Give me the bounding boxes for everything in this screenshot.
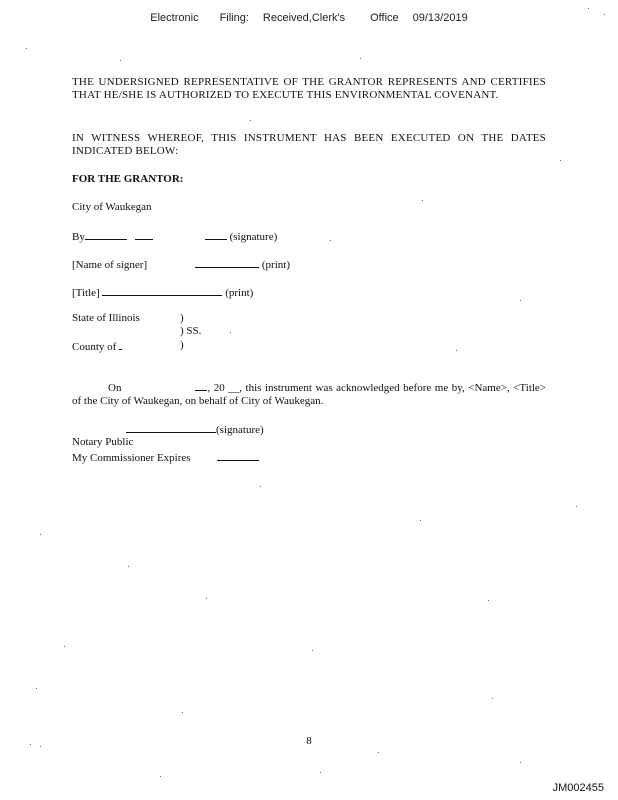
scan-speck: [560, 160, 561, 161]
page-number: 8: [306, 735, 312, 747]
notary-expires-blank: [217, 450, 259, 461]
signature-by-label: By: [72, 231, 85, 243]
scan-speck: [30, 744, 31, 745]
acknowledgment-text: , this instrument was acknowledged before me by, <Name>, <Title> of the City of Waukegan, on behalf of City of Waukegan.: [72, 382, 547, 407]
scan-speck: [520, 300, 521, 301]
scan-speck: [520, 762, 521, 763]
venue-state: State of Illinois: [72, 312, 140, 324]
scan-speck: [420, 520, 421, 521]
title-suffix: (print): [225, 287, 254, 299]
venue-paren-bottom: ): [180, 339, 184, 351]
venue-ss: ) SS.: [180, 325, 202, 337]
signature-blank-2: [135, 229, 153, 240]
notary-signature-blank: [126, 422, 216, 433]
scan-speck: [182, 712, 183, 713]
scan-speck: [330, 240, 331, 241]
scan-speck: [260, 486, 261, 487]
grantor-heading: FOR THE GRANTOR:: [72, 173, 184, 185]
stamp-word-filing: Filing:: [219, 12, 249, 24]
title-blank: [102, 285, 222, 296]
scan-speck: [206, 598, 207, 599]
scan-speck: [320, 772, 321, 773]
witness-paragraph: IN WITNESS WHEREOF, THIS INSTRUMENT HAS BEEN EXECUTED ON THE DATES INDICATED BELOW:: [72, 132, 546, 157]
signature-line: [72, 229, 277, 244]
bates-number: JM002455: [552, 782, 604, 794]
venue-paren-top: ): [180, 312, 184, 324]
signature-blank-1: [85, 229, 127, 240]
scan-speck: [64, 646, 65, 647]
certification-paragraph: THE UNDERSIGNED REPRESENTATIVE OF THE GRANTOR REPRESENTS AND CERTIFIES THAT HE/SHE IS AUTHORIZED TO EXECUTE THIS ENVIRONMENTAL COVENANT.: [72, 76, 546, 101]
acknowledgment-date-blank: [195, 380, 207, 391]
electronic-filing-stamp: [0, 12, 618, 24]
name-of-signer-blank: [195, 257, 259, 268]
scan-speck: [312, 650, 313, 651]
stamp-word-received: Received,Clerk's: [262, 12, 346, 24]
name-of-signer-suffix: (print): [261, 259, 290, 271]
name-of-signer-label: [Name of signer]: [72, 259, 148, 271]
scan-speck: [576, 506, 577, 507]
venue-county-line: [72, 339, 122, 354]
signature-suffix: (signature): [229, 231, 278, 243]
notary-public-label: Notary Public: [72, 436, 134, 448]
scan-speck: [40, 534, 41, 535]
scan-speck: [160, 776, 161, 777]
title-line: [72, 285, 253, 300]
scan-speck: [378, 752, 379, 753]
scan-speck: [230, 332, 231, 333]
scan-speck: [604, 14, 605, 15]
acknowledgment-year: , 20 __: [207, 382, 240, 394]
acknowledgment-paragraph: [72, 380, 546, 408]
stamp-date: 09/13/2019: [412, 12, 468, 24]
scan-speck: [120, 60, 121, 61]
notary-expires-label: My Commissioner Expires: [72, 452, 191, 464]
scan-speck: [360, 58, 361, 59]
scan-speck: [26, 48, 27, 49]
notary-expires-line: [72, 450, 259, 465]
venue-county: County of: [72, 341, 117, 353]
scan-speck: [36, 688, 37, 689]
scan-speck: [456, 350, 457, 351]
notary-signature-suffix: (signature): [216, 424, 264, 436]
county-blank: [119, 339, 122, 350]
acknowledgment-on: On: [108, 382, 122, 394]
scan-speck: [128, 566, 129, 567]
signature-blank-3: [205, 229, 227, 240]
stamp-word-office: Office: [370, 12, 399, 24]
title-label: [Title]: [72, 287, 100, 299]
stamp-word-electronic: Electronic: [150, 12, 199, 24]
scan-speck: [250, 120, 251, 121]
scan-speck: [40, 746, 41, 747]
scan-speck: [488, 600, 489, 601]
scan-speck: [492, 698, 493, 699]
name-of-signer-line: [72, 257, 290, 272]
scan-speck: [422, 200, 423, 201]
notary-signature-line: [72, 422, 264, 437]
grantor-name: City of Waukegan: [72, 201, 152, 213]
scan-speck: [588, 8, 589, 9]
